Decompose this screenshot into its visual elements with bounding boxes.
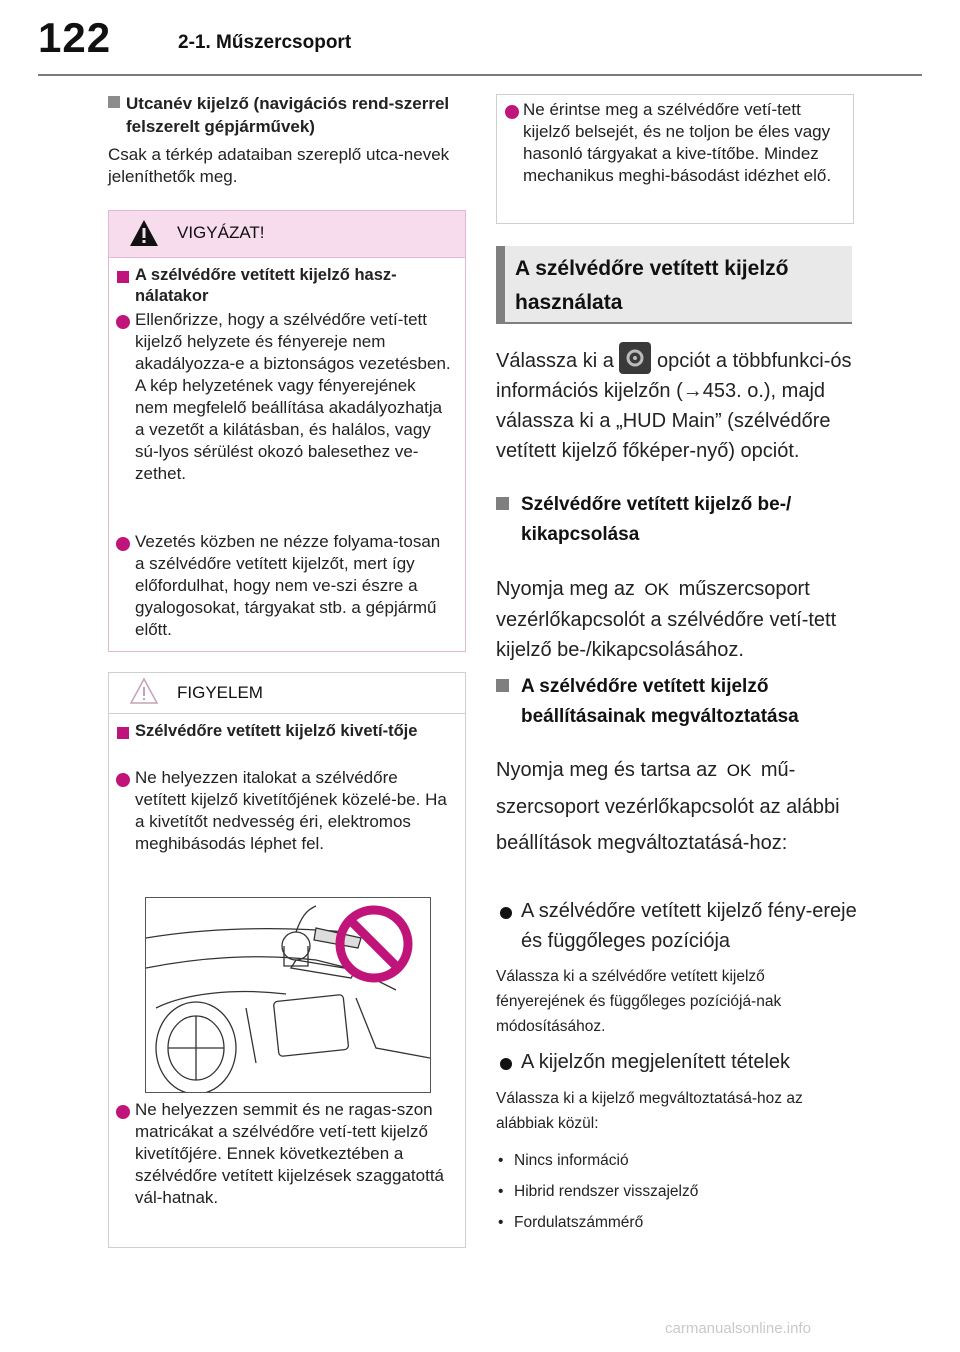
street-name-heading: Utcanév kijelző (navigációs rend-szerrel felszerelt gépjárművek) <box>108 92 463 138</box>
bullet-dot-icon <box>116 315 130 329</box>
hud-intro: Válassza ki a opciót a többfunkci-ós információs kijelzőn (→453. o.), majd válassza ki a „HUD Main” (szélvédőre vetített kijelző főképer-nyő) opciót. <box>496 342 856 466</box>
notice-box <box>108 672 466 1248</box>
header-divider <box>38 74 922 76</box>
bullet-dot-icon <box>116 773 130 787</box>
list-item: Nincs információ <box>514 1152 629 1169</box>
page-header <box>0 0 960 78</box>
warning-subheading: A szélvédőre vetített kijelző hasz-nálatakor <box>135 266 397 305</box>
projector-illustration <box>145 897 431 1093</box>
list-bullet: • <box>498 1183 504 1200</box>
bullet-dot-icon <box>505 105 519 119</box>
list-item: Fordulatszámmérő <box>514 1214 644 1231</box>
watermark: carmanualsonline.info <box>665 1320 811 1337</box>
warning-item-1: Ellenőrizze, hogy a szélvédőre vetí-tett kijelző helyzete és fényereje nem akadályozza-e a biztonságos vezetésben. A kép helyzetének vagy fényerejének nem megfelelő beállítása akadályozhatja a vezetőt a kilátásban, és halálos, vagy sú-lyos sérülést okozó balesethez ve-zethet. <box>135 310 451 483</box>
option-items-title: A kijelzőn megjelenített tételek <box>521 1051 791 1073</box>
option-brightness-title: A szélvédőre vetített kijelző fény-ereje és függőleges pozíciója <box>521 900 857 952</box>
ok-button-icon: OK <box>644 580 670 599</box>
warning-title: VIGYÁZAT! <box>177 223 265 242</box>
section-title: 2-1. Műszercsoport <box>178 32 352 53</box>
onoff-heading: Szélvédőre vetített kijelző be-/ kikapcsolása <box>521 494 792 545</box>
page-number: 122 <box>38 14 112 61</box>
list-item: Hibrid rendszer visszajelző <box>514 1183 699 1200</box>
list-bullet: • <box>498 1214 504 1231</box>
notice-item-1: Ne helyezzen italokat a szélvédőre vetített kijelző kivetítőjének közelé-be. Ha a kivetítőt nedvesség éri, elektromos meghibásodás léphet fel. <box>135 768 447 853</box>
dashboard-drawing-icon <box>146 898 430 1092</box>
warning-triangle-icon <box>129 219 159 247</box>
option-items-text: Válassza ki a kijelző megváltoztatásá-hoz az alábbiak közül: <box>496 1090 803 1132</box>
square-bullet-icon <box>496 679 509 692</box>
hud-section-title: A szélvédőre vetített kijelző használata <box>515 257 789 314</box>
warning-box <box>108 210 466 652</box>
square-bullet-icon <box>117 727 129 739</box>
ok-button-icon: OK <box>726 761 752 780</box>
street-name-text: Csak a térkép adataiban szereplő utca-nevek jeleníthetők meg. <box>108 145 450 186</box>
square-bullet-icon <box>108 96 120 108</box>
notice-header <box>109 673 465 714</box>
notice-subheading: Szélvédőre vetített kijelző kivetí-tője <box>135 722 418 740</box>
list-bullet: • <box>498 1152 504 1169</box>
square-bullet-icon <box>117 271 129 283</box>
hud-section-heading <box>496 246 852 324</box>
warning-item-2: Vezetés közben ne nézze folyama-tosan a szélvédőre vetített kijelzőt, mert így előfordulhat, hogy nem ve-szi észre a gyalogosokat, tárgyakat stb. a gépjármű előtt. <box>135 532 441 639</box>
notice-item-2: Ne helyezzen semmit és ne ragas-szon matricákat a szélvédőre vetí-tett kijelző kivetítőjére. Ennek következtében a szélvédőre vetített kijelzések szaggatottá vál-hatnak. <box>135 1100 444 1207</box>
change-settings-heading: A szélvédőre vetített kijelző beállításainak megváltoztatása <box>521 676 799 727</box>
bullet-dot-icon <box>500 907 512 919</box>
caution-outline-icon <box>129 677 159 705</box>
square-bullet-icon <box>496 497 509 510</box>
notice-title: FIGYELEM <box>177 683 263 702</box>
bullet-dot-icon <box>116 1105 130 1119</box>
change-settings-text: Nyomja meg és tartsa az OK mű-szercsoport vezérlőkapcsolót az alábbi beállítások megváltoztatásá-hoz: <box>496 752 856 861</box>
notice-item-3: Ne érintse meg a szélvédőre vetí-tett kijelző belsejét, és ne toljon be éles vagy hasonló tárgyakat a kive-títőbe. Mindez mechanikus meghi-básodást idézhet elő. <box>523 100 832 185</box>
onoff-text: Nyomja meg az OK műszercsoport vezérlőkapcsolót a szélvédőre vetí-tett kijelző be-/kikapcsolásához. <box>496 574 856 665</box>
gear-icon <box>619 342 651 374</box>
notice-box-continued <box>496 94 854 224</box>
bullet-dot-icon <box>116 537 130 551</box>
warning-header <box>109 211 465 258</box>
option-brightness-text: Válassza ki a szélvédőre vetített kijelző fényerejének és függőleges pozíciójá-nak módosításához. <box>496 968 782 1035</box>
bullet-dot-icon <box>500 1058 512 1070</box>
